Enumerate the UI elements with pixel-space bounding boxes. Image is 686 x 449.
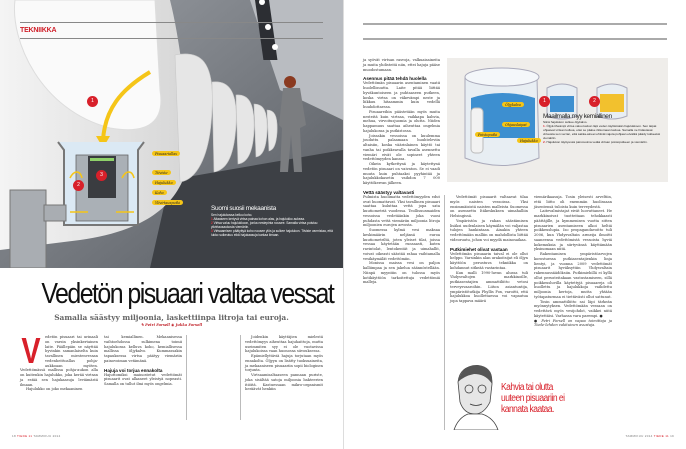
paragraph: Suomessa kylmä vesi maksaa keskimäärin neljänsä euroa kuutiometriltä, joten yleiset tilat, joissa vessaa käytetään runsaasti, kuten ravintolat, lentokentät ja uimahallit, voivat oikeasti säästää rahaa vaihtamalla vesikäymälät vedettömiin.	[363, 228, 440, 261]
page-number: 19	[670, 434, 674, 438]
paragraph: Pulmista huolimatta vedettömyyden edut ovat huomattavat. Yksi tavallinen pisuaari saattaa kuluttaa vettä jopa sata kuutiometriä vuodessa. Teollisuusmaiden vessoissa vedetäänkin joka vuosi puhdasta vettä viemäriin miljoonia litroja miljoonien eurojen arvosta.	[363, 194, 440, 228]
paragraph: viemärikaasuja. Tosin yleisesti arveltiin, että liitto oli enemmän huolissaan jäsentensä tuloista kuin terveydestä.	[534, 195, 612, 209]
page-number: 18	[12, 434, 16, 438]
drop-cap: V	[21, 330, 41, 371]
step-number: 1.	[543, 123, 546, 128]
divider	[20, 38, 323, 39]
step-number: 1	[211, 217, 213, 221]
infobox-title: Maailmalla myy kemiallinen	[543, 113, 612, 120]
divider	[363, 23, 667, 25]
caption-intro: Sen hajulukossa kelluu koho.	[211, 213, 253, 217]
author-note: ● Petri Forsell on vapaa toimittaja ja Tiede-lehden vakituinen avustaja.	[534, 318, 612, 328]
step-number: 3	[211, 229, 213, 233]
step-badge: 2	[589, 96, 600, 107]
illustration-caption	[211, 205, 336, 237]
page-footer	[625, 434, 674, 438]
infobox-step: Öljyä tiheämpi virtsa valuu kalvon läpi veden täyttämään hajulukkoon. Sen laipat ohjaavat virtsan kulkua, ettei se pääse rikkomaan kalvoa. Samalla ne hidastavat virtausta sen verran, että sakka-aineet ehtivät vajota pohjaan eivätkä päädy tukkeeksi viemäriin.	[543, 123, 661, 140]
paragraph: Joidenkin käyttäjien mielestä vedettömyys aiheuttaa hajuhaittoja, mutta useimmiten syy ei ole vuotavissa hajulukoissa vaan huonossa siivouksessa.	[245, 335, 323, 354]
part-label: Ylivirtausputki	[152, 200, 183, 205]
paragraph: Joissakin vessoissa on kuulemma jouduttu palaamaan huuhteleviin altaisiin, koska väärinlainen käyttö tai vanha tai poikkeavalla tavalla asennettu viemäri eivät ole sopineet yhteen vedettömyyden kanssa.	[363, 133, 440, 162]
part-label: Pisuaariallas	[152, 151, 180, 156]
paragraph: edetön pisuaari tai urinaali on varsin yksinkertainen laite. Päällepäin se näyttää hyvinkin samanlaiselta kuin tavallinen miestenvessan vedenheittoallas pohja-aukkoaan myöten. Vedettömässä mallissa pohja-aukon alla on kuitenkin hajulukko, joka kerää virtsan ja estää sen hajukaasuja leviämästä ilmaan.	[20, 335, 98, 387]
part-label: Hajulukko	[517, 138, 541, 143]
paragraph: Ympäristön ja rahan säästämisen lisäksi uudenlaisen käymälän voi valjastaa tulojen hankintaan. Ainakin yhteen vedettömään malliin on mahdollista liittää videoruutu, johon voi myydä mainosaikaa.	[450, 218, 528, 242]
paragraph: Kun malli 1990-luvun alussa tuli Yhdysvaltojen markkinoille, putkiasentajien ammattiliitto vetosi terveysvaaroihin. Liiton asiantuntija, ympäristötutkija Phyllis Fox, varoitti, että hajulukkoa huollettaessa voi vapautua jopa tappava määrä	[450, 270, 528, 303]
paragraph: Pisuaareihin päästetään myös muita nesteitä kuin virtsaa, vaikkapa kahvia, mehua, virvoitusjuomia ja olutta. Niiden happamuus saattaa aiheuttaa ongelmia hajulukossa ja putkistossa.	[363, 109, 440, 133]
paragraph: Tosin ammattiliitto sai läpi tärkeän myönnytyksen. Vedettömään vessaan on vedettävä myös vesijohdot, vaikkei niitä käytettäisi. Varhassa vara parempi. ●	[534, 299, 612, 318]
divider	[363, 38, 667, 40]
magazine-name: TIEDE 11	[17, 434, 33, 438]
issue-date: TAMMIKUU 2014	[625, 434, 653, 438]
text-column	[534, 195, 612, 328]
text-column	[104, 335, 182, 387]
part-label: Hajulukko	[152, 180, 176, 185]
paragraph: ja syövät virtsan rasvoja, valkuaisaineita ja muita yhdisteitä niin, ettei hajuja pääse muodostumaan.	[363, 58, 440, 72]
divider	[20, 22, 323, 23]
urinal-illustration	[0, 0, 343, 268]
infobox	[447, 58, 668, 182]
paragraph: tai kemiallinen. Mekaanisessa vaihtoehdossa sulkimena toimii hajulukossa kelluva koho, kemiallisessa mallissa öljykalvo. Kummassakin tapauksessa virtsa päätyy viemäriin painovoiman vetämänä.	[104, 335, 182, 363]
article-subtitle: Samalla säästyy miljoonia, laskettiinpa litroja tai euroja.	[54, 313, 289, 322]
caption-step: Virtsaamisen päätyttyä koho nousee ylös ja sulkee hajulukon. Tiiviste varmistaa, että lukko sulkeutuu eikä hajukaasuja karkaa ilmaan.	[211, 229, 333, 237]
part-label: Koho	[152, 190, 167, 195]
infobox-text	[543, 113, 663, 144]
article-title: Vedetön pisuaari valtaa vessat	[41, 278, 334, 310]
paragraph: Rakentamisen ympäristöarvojen korostuessa putkiasentajienkin linja lientyi, ja vuonna 2009 vedettömät pisuaarit hyväksyttiin Yhdysvaltain rakennussäädöksiin. Putkimiehillä ei kyllä ollut perusteitakaan vastustamiseen, sillä poikkeusluvilla käytettyjä pisuaareja oli huollettu ja hajulukkoja vaihdettu miljoonia kertoja, mutta yhtään työtapaturmaa ei tiettävästi ollut sattunut.	[534, 252, 612, 299]
step-number: 2	[211, 221, 213, 225]
subheading: Asennus pitää tehdä huolella	[363, 76, 427, 82]
part-label: Poistoputki	[475, 132, 500, 137]
part-label: Ohjauslaipat	[502, 122, 530, 127]
subheading: Vettä säästyy valtavasti	[363, 189, 415, 195]
pull-quote: Kahvia tai olutta uuteen pisuaariin ei kannata kaataa.	[501, 382, 565, 415]
paragraph: Monissa maissa vesi on paljon kalliimpaa ja sen jakelua säännöstellään. Niinpä myyntiin on tulossa myös kotikäyttöön tarkoitettuja vedettömiä malleja.	[363, 261, 440, 285]
text-column	[363, 58, 440, 285]
paragraph: Hajulukko on joko mekaaninen	[26, 387, 83, 392]
author-portrait	[450, 362, 500, 430]
section-tag: TEKNIIKKA	[20, 27, 57, 34]
step-badge: 2	[73, 180, 84, 191]
text-column	[245, 335, 323, 392]
infobox-step: Hajulukon täyttyessä painovoima vetää virtsan poistoputkeen ja viemäriin.	[546, 139, 648, 144]
part-label: Tiiviste	[152, 170, 171, 175]
text-column	[20, 330, 98, 392]
text-column	[450, 195, 528, 304]
page-footer	[12, 434, 61, 438]
caption-title: Suomi suosii mekaanista	[211, 205, 276, 212]
paragraph: Vedettömän pisuaarin taival ei ole ollut helppo. Varsinkin alan urakoitsijat eli öljyn käyttöön perustuva tekniikka on kohdannut sitkeää vastarintaa.	[450, 251, 528, 270]
caption-step: Virtsa valuu hajulukkoon, jonka nestepinta nousee. Samalla virtsa poistuu ylivirtausaukosta viemäriin.	[211, 221, 318, 229]
paragraph: Oikein kytkettynä ja käytettynä vedetön pisuaari on vaivaton. Se ei vaadi muuta kuin puhtaaksi pyyhintää ja hajulukkokasetin vaihdon 7 000 käyttökerran jälkeen.	[363, 162, 440, 185]
subheading: Putkimiehet olivat vastaan	[450, 246, 508, 252]
magazine-name: TIEDE 11	[653, 434, 669, 438]
step-badge: 1	[539, 96, 550, 107]
issue-date: TAMMIKUU 2014	[33, 434, 61, 438]
paragraph: Laitevalmistajat eivät luovuttaneet. He markkinoivat tuotteitaan tehokkaasti päättäjille, ja kymmenisen vuotta sitten pisuaarien asentamiseen alkoi heltiä poikkeuslupia. Iso propagandavoitto tuli 2006, kun Yhdysvaltain armeija ilmoitti saaneensa vedettömistä vessoista hyviä kokemuksia ja siirtyvänsä käyttämään yksinomaan niitä.	[534, 209, 612, 252]
right-page	[343, 0, 686, 449]
paragraph: Vedettömän pisuaarin asentaminen vaatii huolellisuutta. Laite pitää liittää hyväkuntoiseen ja puhtaaseen putkeen, koska virtsa on väkevämpi neste ja liikkuu hitaammin kuin vedellä huuhdottaessa.	[363, 81, 440, 109]
step-badge: 3	[96, 170, 107, 181]
paragraph: Vedettömät pisuaarit valtaavat tilaa myös naisten vessoissa. Yksi ensimmäisistä naisten malleista Suomessa on asennettu Itäkeskuksen uimahalliin Helsingissä.	[450, 195, 528, 218]
column-rule	[444, 195, 445, 430]
paragraph: Epämiellyttäviä hajuja torjutaan myös ennakolta. Öljyyn on lisätty tuoksuaineita, ja mekaaniseen pisuaariin sopii biologinen torjunta.	[245, 354, 323, 373]
subheading: Hajuja voi torjua ennakolta	[104, 367, 163, 373]
column-rule	[186, 335, 187, 420]
byline: ✎ Petri Forsell ◉ Jukka Forsell	[140, 323, 203, 327]
step-badge: 1	[87, 96, 98, 107]
caption-step: Altaaseen kertyvä virtsa painaa kohon alas, ja hajulukko aukeaa.	[213, 217, 305, 221]
infobox-intro: Siinä hajulukon sulkee öljykalvo.	[543, 120, 588, 124]
column-rule	[240, 335, 241, 420]
paragraph: Virtsaamisaltaaseen pannaan puriste, joka sisältää satoja miljoonia bakteerien itiöitä. Kastuessaan mikro-organismit heräävät henkiin	[245, 373, 323, 392]
paragraph: Hajuttomiksi mainostetut vedettömät pisuaarit ovat alkaneet yleistyä nopeasti. Samalla on tullut ilmi myös ongelmia.	[104, 372, 182, 386]
step-number: 2.	[543, 139, 546, 144]
part-label: Öljykalvo	[502, 102, 524, 107]
